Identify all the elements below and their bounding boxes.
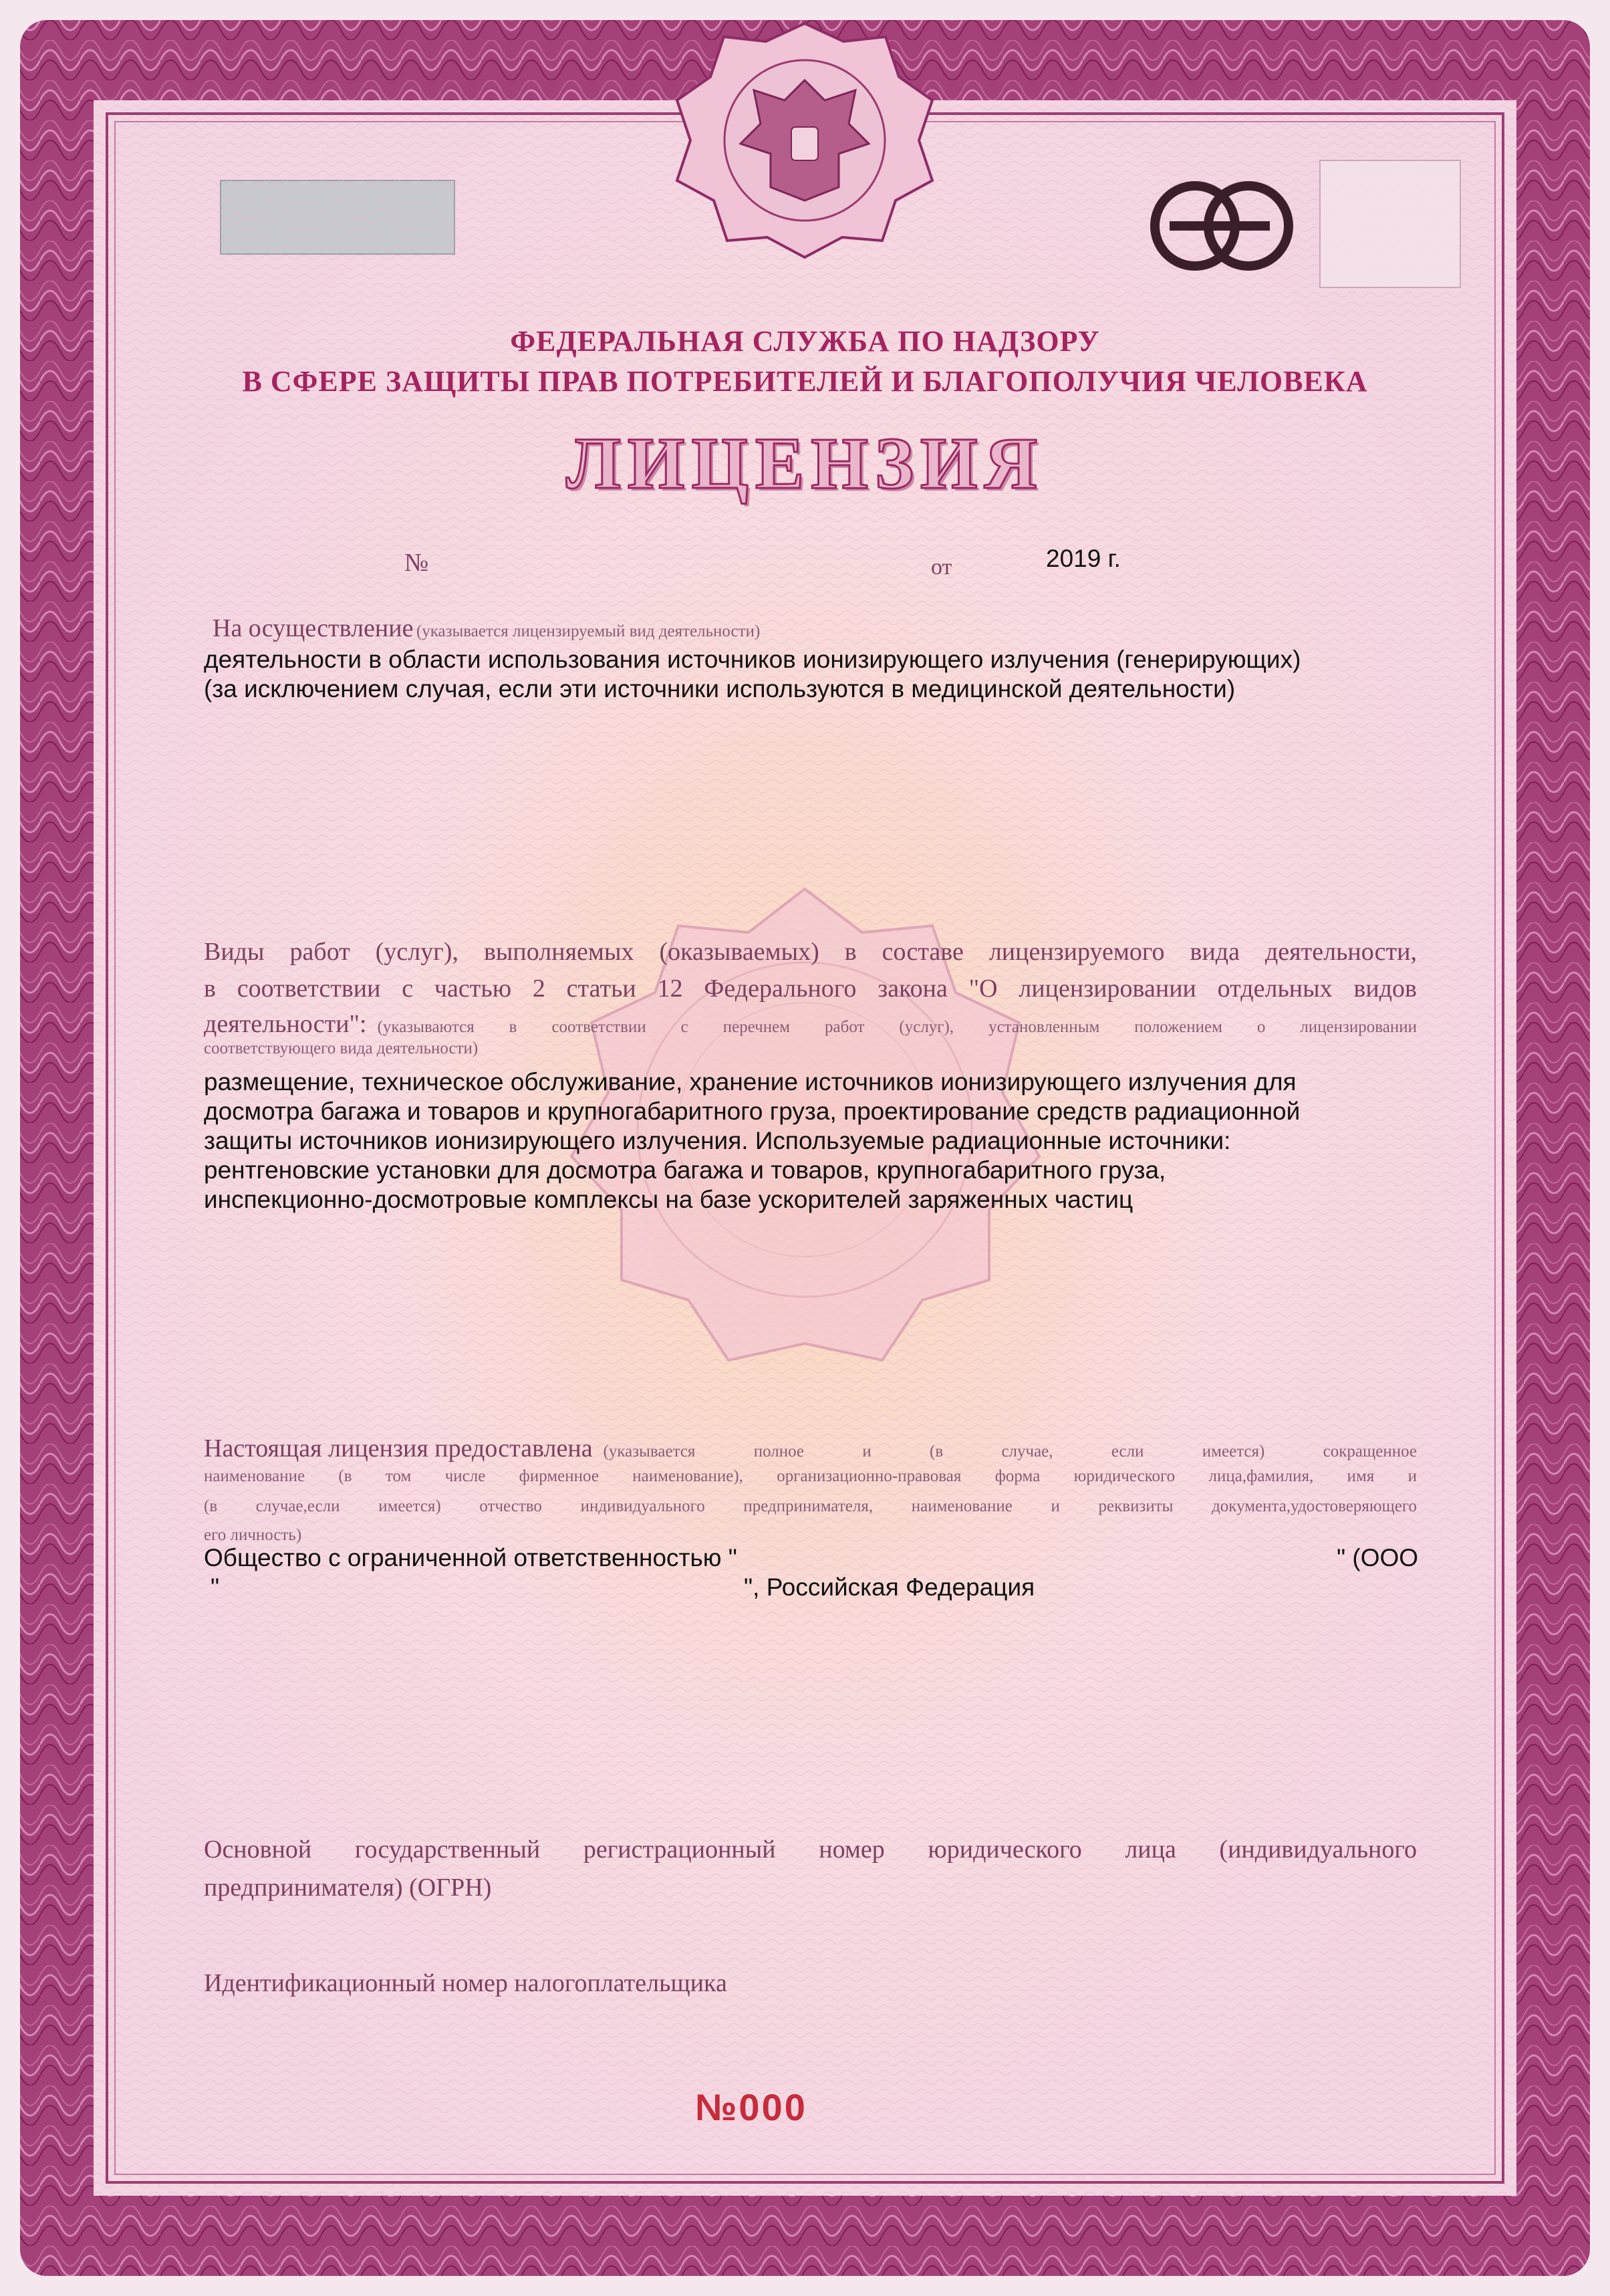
licensee-hint-4: его личность) xyxy=(204,1526,302,1544)
form-serial-number: №000 xyxy=(695,2086,807,2128)
works-hint-1: (указываются в соответствии с перечнем работ (услуг), установленным положением о лицензировании xyxy=(377,1018,1417,1036)
licensee-hint-2: наименование (в том числе фирменное наименование), организационно-правовая форма юридического лица,фамилия, имя и xyxy=(204,1467,1417,1485)
works-label-row-3 xyxy=(204,1009,1417,1039)
works-label-line: в соответствии с частью 2 статьи 12 Федерального закона "О лицензировании отдельных видов xyxy=(204,975,1417,1003)
works-label-line-3: деятельности": xyxy=(204,1010,367,1038)
works-line: инспекционно-досмотровые комплексы на базе ускорителей заряженных частиц xyxy=(204,1186,1133,1213)
activity-hint: (указывается лицензируемый вид деятельности) xyxy=(416,622,761,640)
org-name-line-1: ФЕДЕРАЛЬНАЯ СЛУЖБА ПО НАДЗОРУ xyxy=(510,325,1100,358)
works-line: защиты источников ионизирующего излучения. Используемые радиационные источники: xyxy=(204,1127,1231,1154)
org-name-line-2: В СФЕРЕ ЗАЩИТЫ ПРАВ ПОТРЕБИТЕЛЕЙ И БЛАГОПОЛУЧИЯ ЧЕЛОВЕКА xyxy=(242,365,1368,398)
works-line: досмотра багажа и товаров и крупногабаритного груза, проектирование средств радиационной xyxy=(204,1098,1301,1125)
licensee-name-line-1-left: Общество с ограниченной ответственностью " xyxy=(204,1544,737,1571)
licensee-name-line-2-left: " xyxy=(211,1573,220,1601)
works-hint-2: соответствующего вида деятельности) xyxy=(204,1039,479,1057)
works-line: размещение, техническое обслуживание, хранение источников ионизирующего излучения для xyxy=(204,1068,1297,1096)
inn-label: Идентификационный номер налогоплательщика xyxy=(204,1969,727,1997)
license-date-value: 2019 г. xyxy=(1046,545,1121,572)
licensee-hint-1: (указывается полное и (в случае, если имеется) сокращенное xyxy=(603,1442,1417,1460)
activity-label: На осуществление xyxy=(213,614,414,642)
license-title: ЛИЦЕНЗИЯ xyxy=(565,422,1045,504)
activity-line: деятельности в области использования источников ионизирующего излучения (генерирующих) xyxy=(204,646,1301,673)
license-date-label: от xyxy=(931,555,952,580)
licensee-hint-3: (в случае,если имеется) отчество индивидуального предпринимателя, наименование и реквизиты документа,удостоверяющего xyxy=(204,1497,1417,1515)
ogrn-label-line-2: предпринимателя) (ОГРН) xyxy=(204,1874,492,1902)
licensee-name-line-1-right: " (ООО xyxy=(1337,1544,1419,1571)
licensee-name-line-2-right: ", Российская Федерация xyxy=(744,1573,1035,1601)
works-line: рентгеновские установки для досмотра багажа и товаров, крупногабаритного груза, xyxy=(204,1156,1166,1184)
activity-line: (за исключением случая, если эти источники используются в медицинской деятельности) xyxy=(204,675,1236,703)
activity-label-row xyxy=(213,614,760,643)
licensee-label: Настоящая лицензия предоставлена xyxy=(204,1434,593,1462)
works-label-line: Виды работ (услуг), выполняемых (оказываемых) в составе лицензируемого вида деятельности, xyxy=(204,938,1417,966)
ogrn-label-line-1: Основной государственный регистрационный номер юридического лица (индивидуального xyxy=(204,1835,1417,1864)
license-number-label: № xyxy=(404,549,429,577)
licensee-label-row xyxy=(204,1434,1417,1463)
